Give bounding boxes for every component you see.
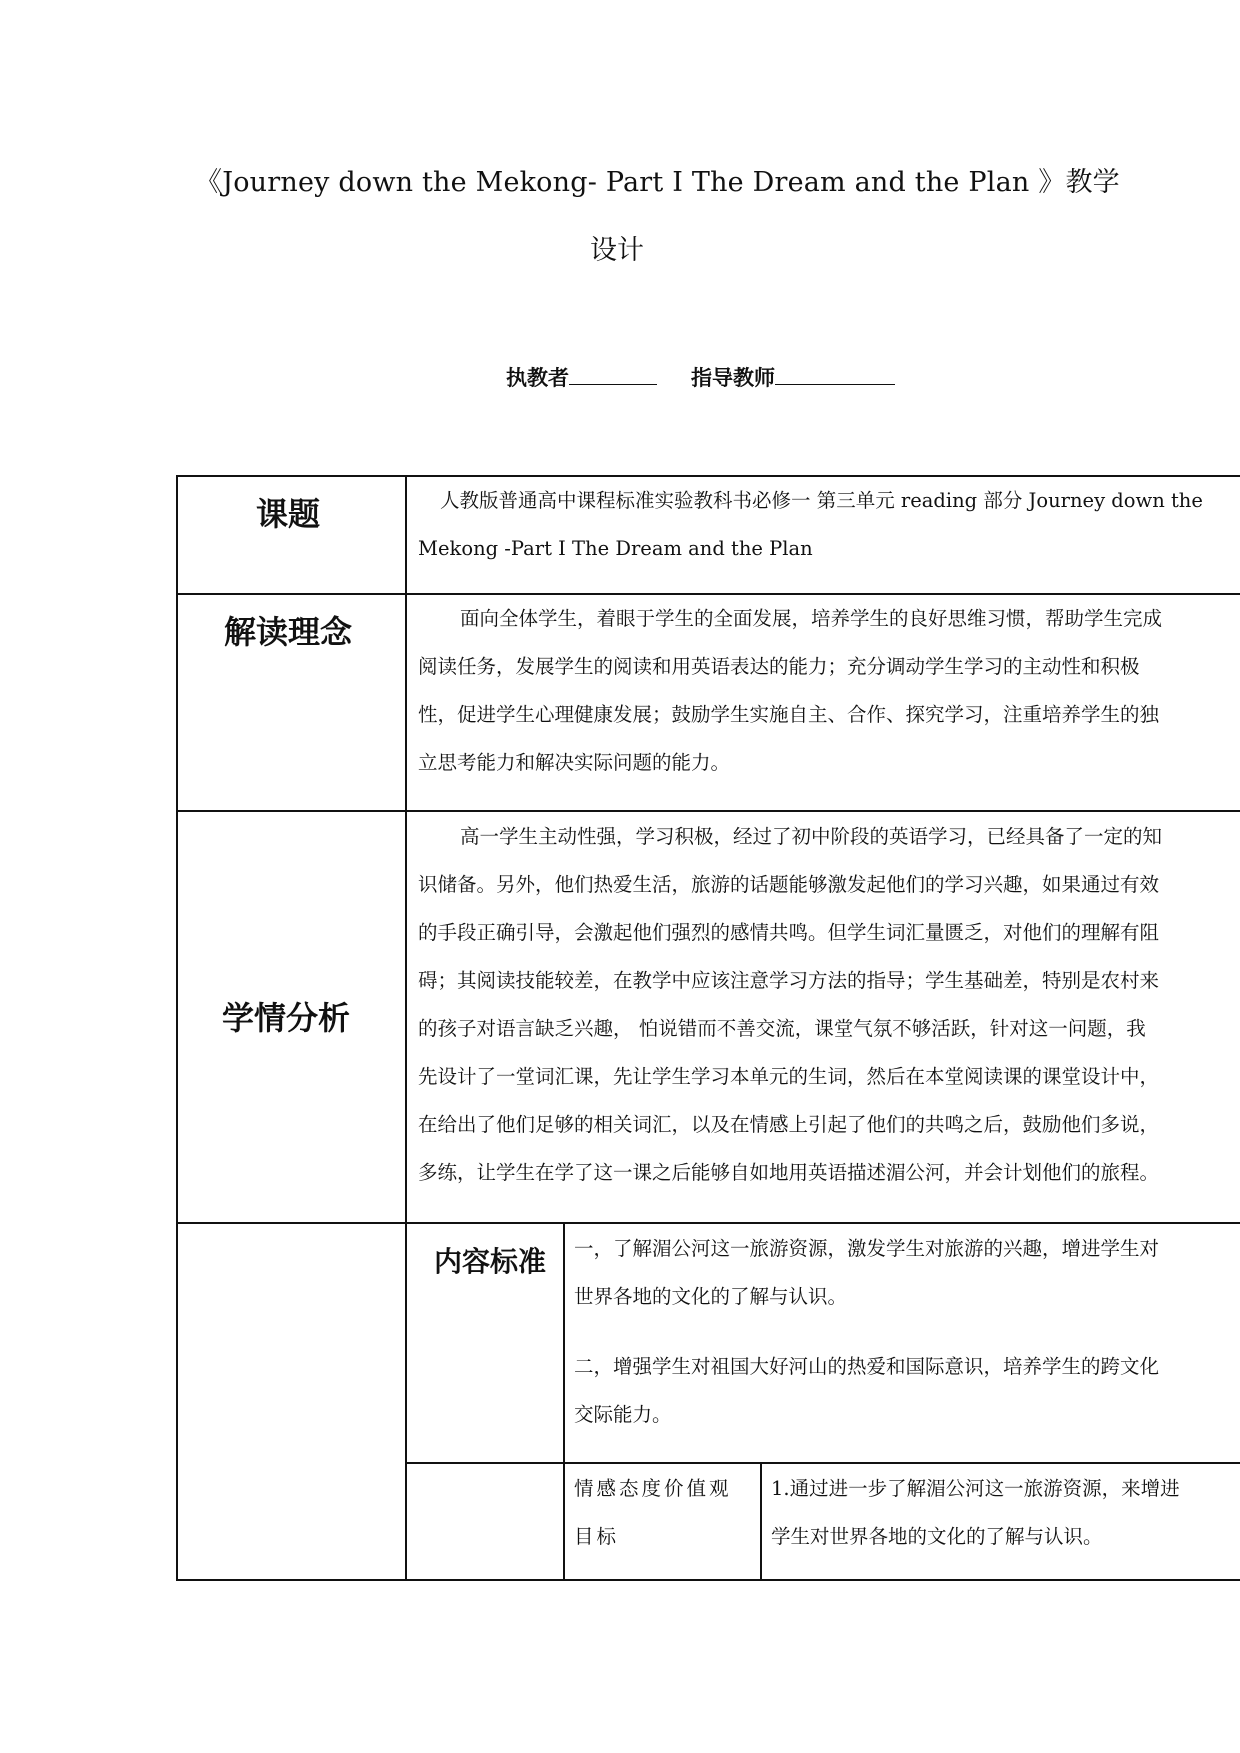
emotion-goal-label-line: 目标 <box>574 1525 620 1548</box>
analysis-line: 的手段正确引导，会激起他们强烈的感情共鸣。但学生词汇量匮乏，对他们的理解有阻 <box>418 921 1160 944</box>
table-border-bottom <box>176 1579 1240 1581</box>
philosophy-line: 性，促进学生心理健康发展；鼓励学生实施自主、合作、探究学习，注重培养学生的独 <box>418 703 1160 726</box>
analysis-line: 先设计了一堂词汇课，先让学生学习本单元的生词，然后在本堂阅读课的课堂设计中， <box>418 1065 1160 1088</box>
content-standard-line: 二，增强学生对祖国大好河山的热爱和国际意识，培养学生的跨文化 <box>574 1355 1160 1378</box>
lesson-plan-table <box>176 475 1240 1581</box>
analysis-line: 在给出了他们足够的相关词汇，以及在情感上引起了他们的共鸣之后，鼓励他们多说， <box>418 1113 1160 1136</box>
byline <box>506 362 895 392</box>
emotion-goal-label <box>574 1465 754 1561</box>
emotion-goal-line: 1.通过进一步了解湄公河这一旅游资源，来增进 <box>771 1477 1180 1500</box>
topic-label: 课题 <box>256 495 321 533</box>
topic-content <box>416 477 1240 573</box>
analysis-line: 高一学生主动性强，学习积极，经过了初中阶段的英语学习，已经具备了一定的知 <box>460 825 1163 848</box>
philosophy-label: 解读理念 <box>224 613 353 651</box>
content-standard-label: 内容标准 <box>434 1245 547 1278</box>
content-standard-line: 交际能力。 <box>574 1403 672 1426</box>
teacher-name-blank[interactable] <box>569 366 657 385</box>
content-standard-line: 世界各地的文化的了解与认识。 <box>574 1285 848 1308</box>
philosophy-line: 立思考能力和解决实际问题的能力。 <box>418 751 731 774</box>
philosophy-content <box>416 595 1240 787</box>
philosophy-line: 阅读任务，发展学生的阅读和用英语表达的能力；充分调动学生学习的主动性和积极 <box>418 655 1140 678</box>
topic-line: 人教版普通高中课程标准实验教科书必修一 第三单元 reading 部分 Journey down the <box>440 489 1203 512</box>
row-divider-2 <box>176 810 1240 812</box>
analysis-line: 多练，让学生在学了这一课之后能够自如地用英语描述湄公河，并会计划他们的旅程。 <box>418 1161 1160 1184</box>
content-standard-spacer <box>574 1321 1240 1343</box>
column-divider-3 <box>760 1462 762 1581</box>
analysis-line: 识储备。另外，他们热爱生活，旅游的话题能够激发起他们的学习兴趣，如果通过有效 <box>418 873 1160 896</box>
emotion-goal-label-line: 情感态度价值观 <box>574 1477 732 1500</box>
teacher-label: 执教者 <box>506 366 569 390</box>
column-divider-1 <box>405 475 407 1581</box>
content-standard-line: 一，了解湄公河这一旅游资源，激发学生对旅游的兴趣，增进学生对 <box>574 1237 1160 1260</box>
table-border-left <box>176 475 178 1581</box>
row-divider-4 <box>405 1462 1240 1464</box>
emotion-goal-content <box>771 1465 1240 1561</box>
emotion-goal-line: 学生对世界各地的文化的了解与认识。 <box>771 1525 1103 1548</box>
advisor-name-blank[interactable] <box>775 366 895 385</box>
analysis-content <box>416 813 1240 1197</box>
row-divider-3 <box>176 1222 1240 1224</box>
column-divider-2 <box>563 1222 565 1581</box>
analysis-label: 学情分析 <box>222 999 351 1037</box>
content-standard-content <box>574 1225 1240 1439</box>
advisor-label: 指导教师 <box>691 366 775 390</box>
topic-line: Mekong -Part I The Dream and the Plan <box>418 537 813 560</box>
document-title-continued: 设计 <box>590 235 644 266</box>
document-title: 《Journey down the Mekong- Part I The Dream and the Plan 》教学 <box>195 167 1120 198</box>
analysis-line: 碍；其阅读技能较差，在教学中应该注意学习方法的指导；学生基础差，特别是农村来 <box>418 969 1160 992</box>
analysis-line: 的孩子对语言缺乏兴趣， 怕说错而不善交流，课堂气氛不够活跃，针对这一问题，我 <box>418 1017 1146 1040</box>
philosophy-line: 面向全体学生，着眼于学生的全面发展，培养学生的良好思维习惯，帮助学生完成 <box>460 607 1163 630</box>
